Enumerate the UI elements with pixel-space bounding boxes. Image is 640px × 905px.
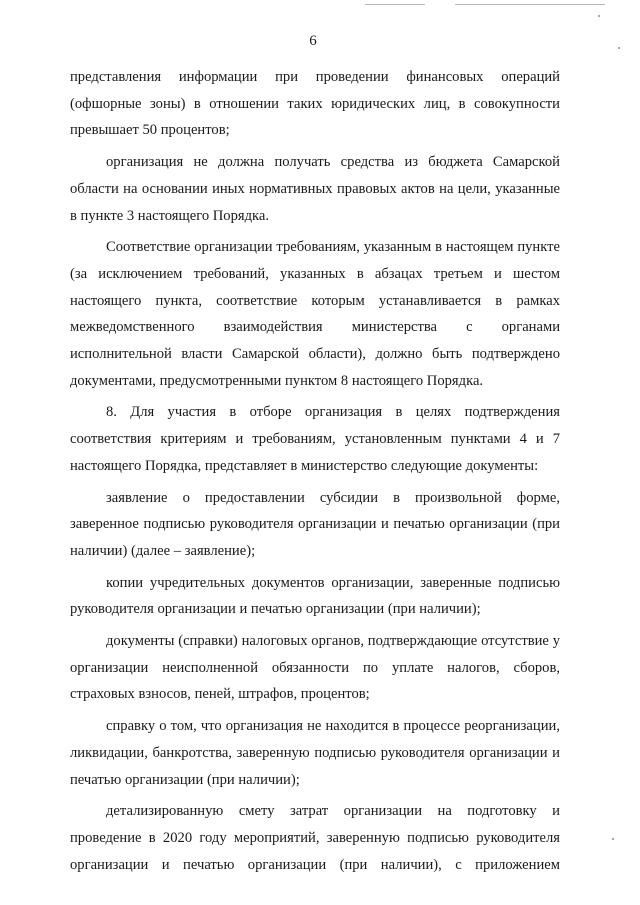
- scan-edge-line: [455, 4, 605, 5]
- scan-edge-line: [365, 4, 425, 5]
- paragraph-budget: организация не должна получать средства из бюджета Самарской области на основании иных нормативных правовых актов на цели, указанные в пункте 3 настоящего Порядка.: [70, 154, 560, 224]
- paragraph-offshore: представления информации при проведении финансовых операций (офшорные зоны) в отношении таких юридических лиц, в совокупности превышает 50 процентов;: [70, 69, 560, 139]
- scan-speck: [612, 838, 614, 840]
- paragraph-tax-certificates: документы (справки) налоговых органов, подтверждающие отсутствие у организации неисполненной обязанности по уплате налогов, сборов, страховых взносов, пеней, штрафов, процентов;: [70, 633, 560, 703]
- document-body: [70, 64, 560, 883]
- paragraph-cost-estimate: детализированную смету затрат организации на подготовку и проведение в 2020 году мероприятий, заверенную подписью руководителя организации и печатью организации (при наличии), с приложением: [70, 803, 560, 873]
- paragraph-founding-docs: копии учредительных документов организации, заверенные подписью руководителя организации и печатью организации (при наличии);: [70, 574, 560, 618]
- paragraph-compliance: Соответствие организации требованиям, указанным в настоящем пункте (за исключением требований, указанных в абзацах третьем и шестом настоящего пункта, соответствие которым устанавливается в рамках межведомственного взаимодействия министерства с органами исполнительной власти Самарской области), должно быть подтверждено документами, предусмотренными пунктом 8 настоящего Порядка.: [70, 239, 560, 389]
- scan-speck: [598, 15, 600, 17]
- paragraph-reorganization: справку о том, что организация не находится в процессе реорганизации, ликвидации, банкротства, заверенную подписью руководителя организации и печатью организации (при наличии);: [70, 718, 560, 788]
- paragraph-item-8: 8. Для участия в отборе организация в целях подтверждения соответствия критериям и требованиям, установленным пунктами 4 и 7 настоящего Порядка, представляет в министерство следующие документы:: [70, 404, 560, 474]
- paragraph-application: заявление о предоставлении субсидии в произвольной форме, заверенное подписью руководителя организации и печатью организации (при наличии) (далее – заявление);: [70, 489, 560, 559]
- page-number: 6: [309, 33, 317, 49]
